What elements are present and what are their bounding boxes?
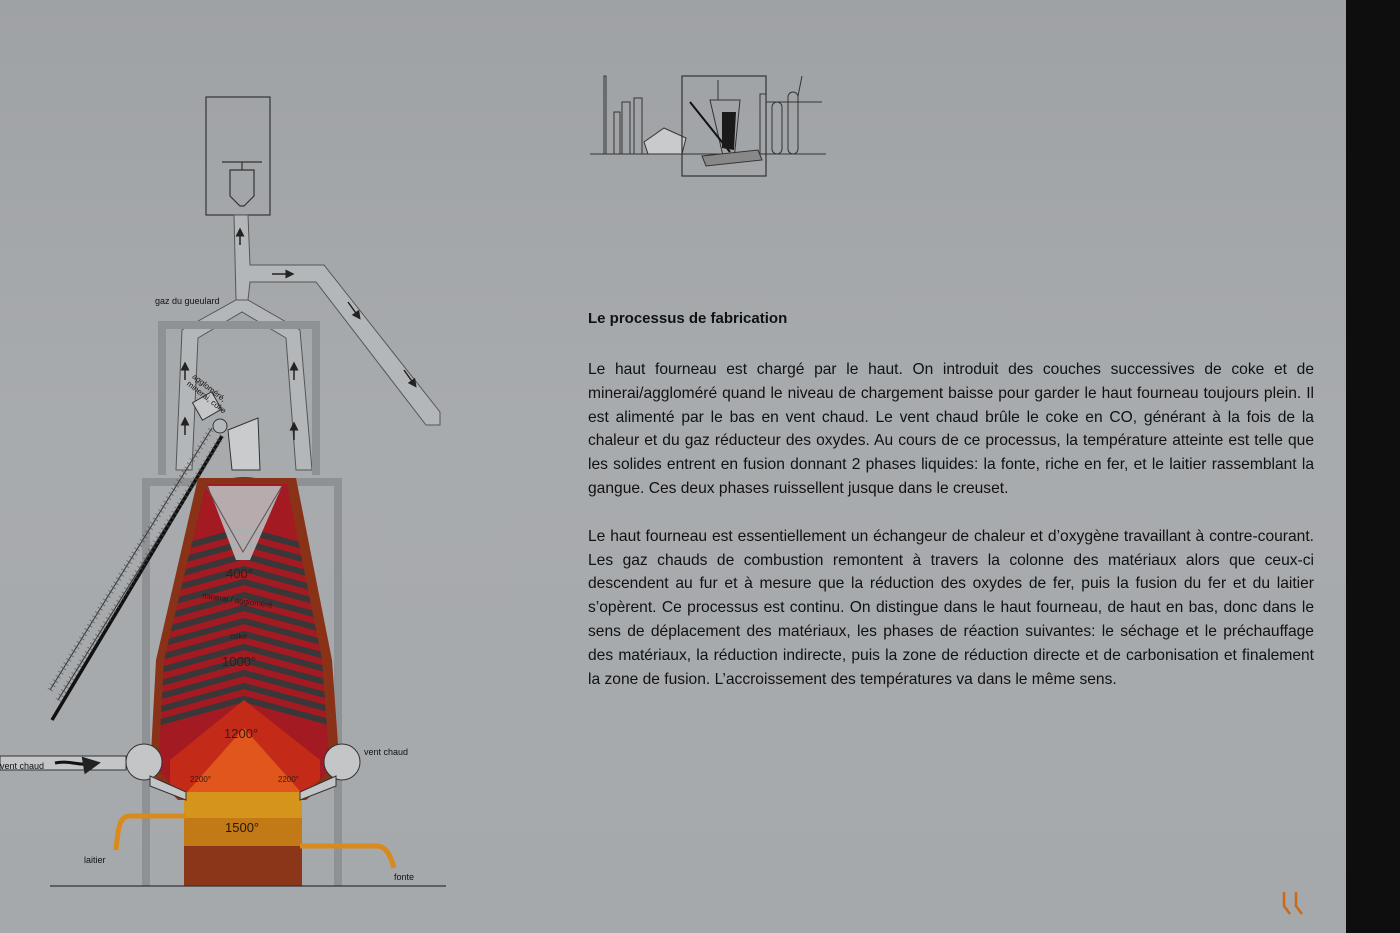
brand-mark-icon [1278,890,1308,930]
temperature-2200-left: 2200° [190,775,211,784]
ore-layer-label: minerai / aggloméré [201,591,273,610]
temperature-2200-right: 2200° [278,775,299,784]
steelworks-overview-sketch [590,72,830,182]
iron-pipe [300,846,394,868]
background-structure [1346,0,1400,933]
hearth [50,792,446,886]
iron-label: fonte [394,872,415,882]
charging-hopper-box [206,97,270,215]
slag-pipe [116,816,186,850]
coke-layer-label: coke [230,632,247,641]
blast-furnace-diagram [0,0,460,900]
charge-label: aggloméré, minerai, coke [184,372,228,416]
furnace-body [150,470,350,810]
paragraph-charging: Le haut fourneau est chargé par le haut. On introduit des couches successives de coke et de minerai/aggloméré quand le niveau de chargement baisse pour garder le haut fourneau toujours plein. Il est alimenté par le bas en vent chaud. Le vent chaud brûle le coke en CO, générant à la fois de la chaleur et du gaz réducteur des oxydes. Au cours de ce processus, la température atteinte est telle que les solides entrent en fusion donnant 2 phases liquides: la fonte, riche en fer, et le laitier rassemblant la gangue. Ces deux phases ruissellent jusque dans le creuset. [588,361,1314,497]
hot-blast-left-label: vent chaud [0,761,45,771]
temperature-1500: 1500° [225,820,260,835]
hot-blast-right-label: vent chaud [364,747,409,757]
section-heading: Le processus de fabrication [588,310,788,327]
temperature-400: 400° [226,566,253,581]
description-text-block [588,310,1314,691]
temperature-1000: 1000° [222,654,257,669]
slag-label: laitier [84,855,106,865]
temperature-1200: 1200° [224,726,259,741]
gas-label: gaz du gueulard [155,296,220,306]
paragraph-heat-exchange: Le haut fourneau est essentiellement un échangeur de chaleur et d’oxygène travaillant à contre-courant. Les gaz chauds de combustion remontent à travers la colonne des matériaux alors que ceux-ci descendent au fur et à mesure que la réduction des oxydes de fer, puis la fusion du fer et du laitier s’opèrent. Ce processus est continu. On distingue dans le haut fourneau, de haut en bas, donc dans le sens de déplacement des matériaux, les phases de réaction suivantes: le séchage et le préchauffage des matériaux, la réduction indirecte, puis la zone de réduction directe et de carbonisation et finalement la zone de fusion. L’accroissement des températures va dans le même sens. [588,527,1314,688]
